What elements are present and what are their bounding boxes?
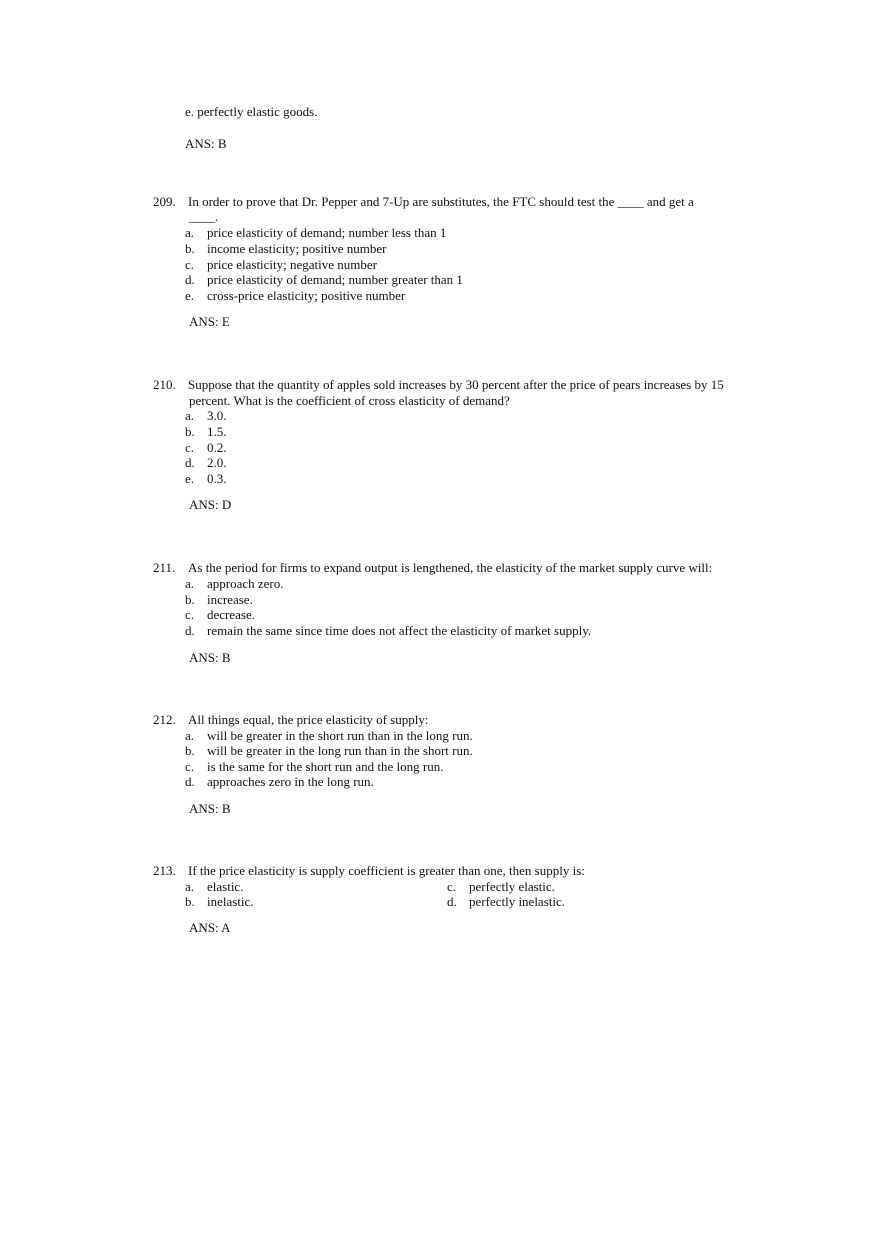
option-text: cross-price elasticity; positive number <box>207 288 406 303</box>
option-text: elastic. <box>207 879 244 894</box>
option-text: perfectly elastic. <box>469 879 555 894</box>
option-letter: c. <box>185 257 195 272</box>
question-number: 211. <box>153 560 176 575</box>
option-letter: b. <box>185 894 195 909</box>
question-text: ____. <box>189 209 219 224</box>
option-letter: d. <box>447 894 457 909</box>
question-number: 210. <box>153 377 176 392</box>
option-text: 0.2. <box>207 440 227 455</box>
question-text: In order to prove that Dr. Pepper and 7-Up are substitutes, the FTC should test the ____ and get a <box>188 194 694 209</box>
answer: ANS: E <box>189 314 230 329</box>
question-text: All things equal, the price elasticity of supply: <box>188 712 429 727</box>
option-text: remain the same since time does not affect the elasticity of market supply. <box>207 623 592 638</box>
option-letter: a. <box>185 225 195 240</box>
option-text: 3.0. <box>207 408 227 423</box>
option-text: 1.5. <box>207 424 227 439</box>
answer: ANS: A <box>189 920 231 935</box>
option-letter: b. <box>185 241 195 256</box>
option-letter: c. <box>185 607 195 622</box>
option-letter: d. <box>185 623 195 638</box>
option-letter: b. <box>185 743 195 758</box>
option-text: approach zero. <box>207 576 284 591</box>
option-letter: a. <box>185 879 195 894</box>
option-text: is the same for the short run and the long run. <box>207 759 444 774</box>
option-letter: c. <box>447 879 457 894</box>
option-letter: a. <box>185 576 195 591</box>
option-text: decrease. <box>207 607 255 622</box>
question-text: percent. What is the coefficient of cross elasticity of demand? <box>189 393 510 408</box>
question-number: 209. <box>153 194 176 209</box>
question-text: As the period for firms to expand output is lengthened, the elasticity of the market supply curve will: <box>188 560 713 575</box>
option-text: 0.3. <box>207 471 227 486</box>
option-letter: d. <box>185 455 195 470</box>
answer: ANS: D <box>189 497 232 512</box>
question-number: 213. <box>153 863 176 878</box>
option-letter: b. <box>185 592 195 607</box>
option-text: will be greater in the long run than in the short run. <box>207 743 473 758</box>
option-letter: b. <box>185 424 195 439</box>
option-text: will be greater in the short run than in the long run. <box>207 728 473 743</box>
option-text: approaches zero in the long run. <box>207 774 374 789</box>
option-letter: d. <box>185 774 195 789</box>
answer: ANS: B <box>189 650 231 665</box>
option-letter: a. <box>185 408 195 423</box>
option-letter: d. <box>185 272 195 287</box>
option-text: price elasticity; negative number <box>207 257 378 272</box>
question-number: 212. <box>153 712 176 727</box>
option-e: e. perfectly elastic goods. <box>185 104 318 119</box>
option-letter: e. <box>185 471 195 486</box>
option-text: price elasticity of demand; number less than 1 <box>207 225 447 240</box>
option-text: increase. <box>207 592 253 607</box>
option-text: 2.0. <box>207 455 227 470</box>
question-text: If the price elasticity is supply coefficient is greater than one, then supply is: <box>188 863 585 878</box>
answer: ANS: B <box>185 136 227 151</box>
answer: ANS: B <box>189 801 231 816</box>
question-text: Suppose that the quantity of apples sold increases by 30 percent after the price of pears increases by 15 <box>188 377 724 392</box>
option-text: inelastic. <box>207 894 254 909</box>
option-letter: a. <box>185 728 195 743</box>
option-text: income elasticity; positive number <box>207 241 387 256</box>
option-letter: c. <box>185 440 195 455</box>
option-letter: e. <box>185 288 195 303</box>
option-letter: c. <box>185 759 195 774</box>
option-text: price elasticity of demand; number greater than 1 <box>207 272 463 287</box>
option-text: perfectly inelastic. <box>469 894 566 909</box>
